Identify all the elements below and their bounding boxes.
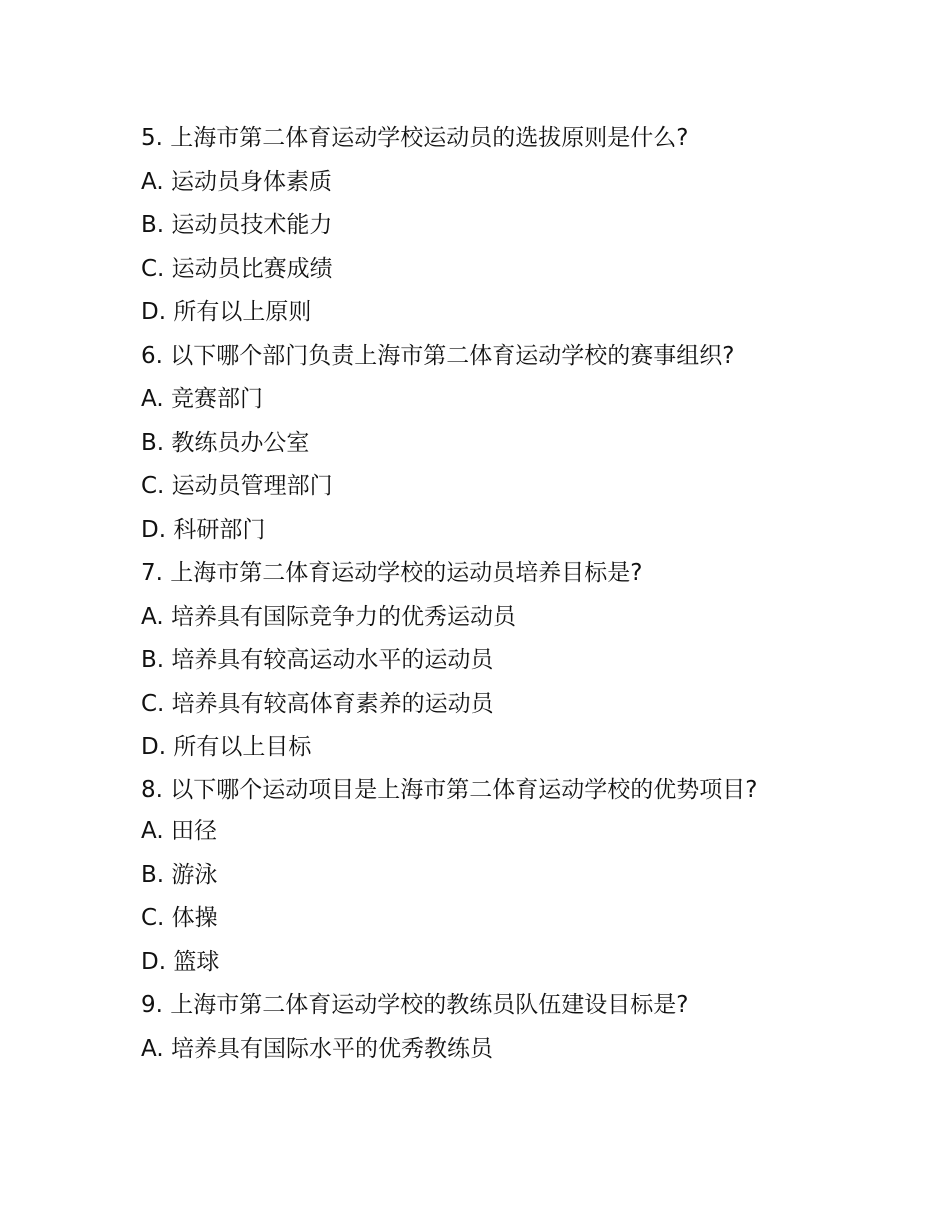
question-6-option-b: B. 教练员办公室: [141, 429, 310, 456]
question-9-option-a: A. 培养具有国际水平的优秀教练员: [141, 1035, 493, 1062]
question-9-text: 9. 上海市第二体育运动学校的教练员队伍建设目标是?: [141, 992, 689, 1018]
question-8-option-a: A. 田径: [141, 818, 217, 844]
question-6-option-a: A. 竞赛部门: [141, 386, 263, 412]
question-6-text: 6. 以下哪个部门负责上海市第二体育运动学校的赛事组织?: [141, 342, 735, 369]
question-list: [141, 126, 781, 1080]
question-5-option-a: A. 运动员身体素质: [141, 168, 332, 195]
question-8-option-d: D. 篮球: [141, 948, 220, 975]
question-5-option-d: D. 所有以上原则: [141, 299, 312, 325]
question-8-option-b: B. 游泳: [141, 861, 218, 888]
question-7-text: 7. 上海市第二体育运动学校的运动员培养目标是?: [141, 560, 643, 586]
question-7-option-c: C. 培养具有较高体育素养的运动员: [141, 690, 494, 717]
question-5-option-c: C. 运动员比赛成绩: [141, 255, 333, 282]
question-6-option-c: C. 运动员管理部门: [141, 473, 333, 499]
question-7-option-b: B. 培养具有较高运动水平的运动员: [141, 647, 494, 673]
question-8-option-c: C. 体操: [141, 905, 218, 931]
question-5-text: 5. 上海市第二体育运动学校运动员的选拔原则是什么?: [141, 125, 689, 151]
question-7-option-a: A. 培养具有国际竞争力的优秀运动员: [141, 603, 516, 630]
question-5-option-b: B. 运动员技术能力: [141, 212, 333, 238]
question-6-option-d: D. 科研部门: [141, 516, 266, 543]
question-7-option-d: D. 所有以上目标: [141, 734, 312, 760]
question-8-text: 8. 以下哪个运动项目是上海市第二体育运动学校的优势项目?: [141, 776, 758, 803]
